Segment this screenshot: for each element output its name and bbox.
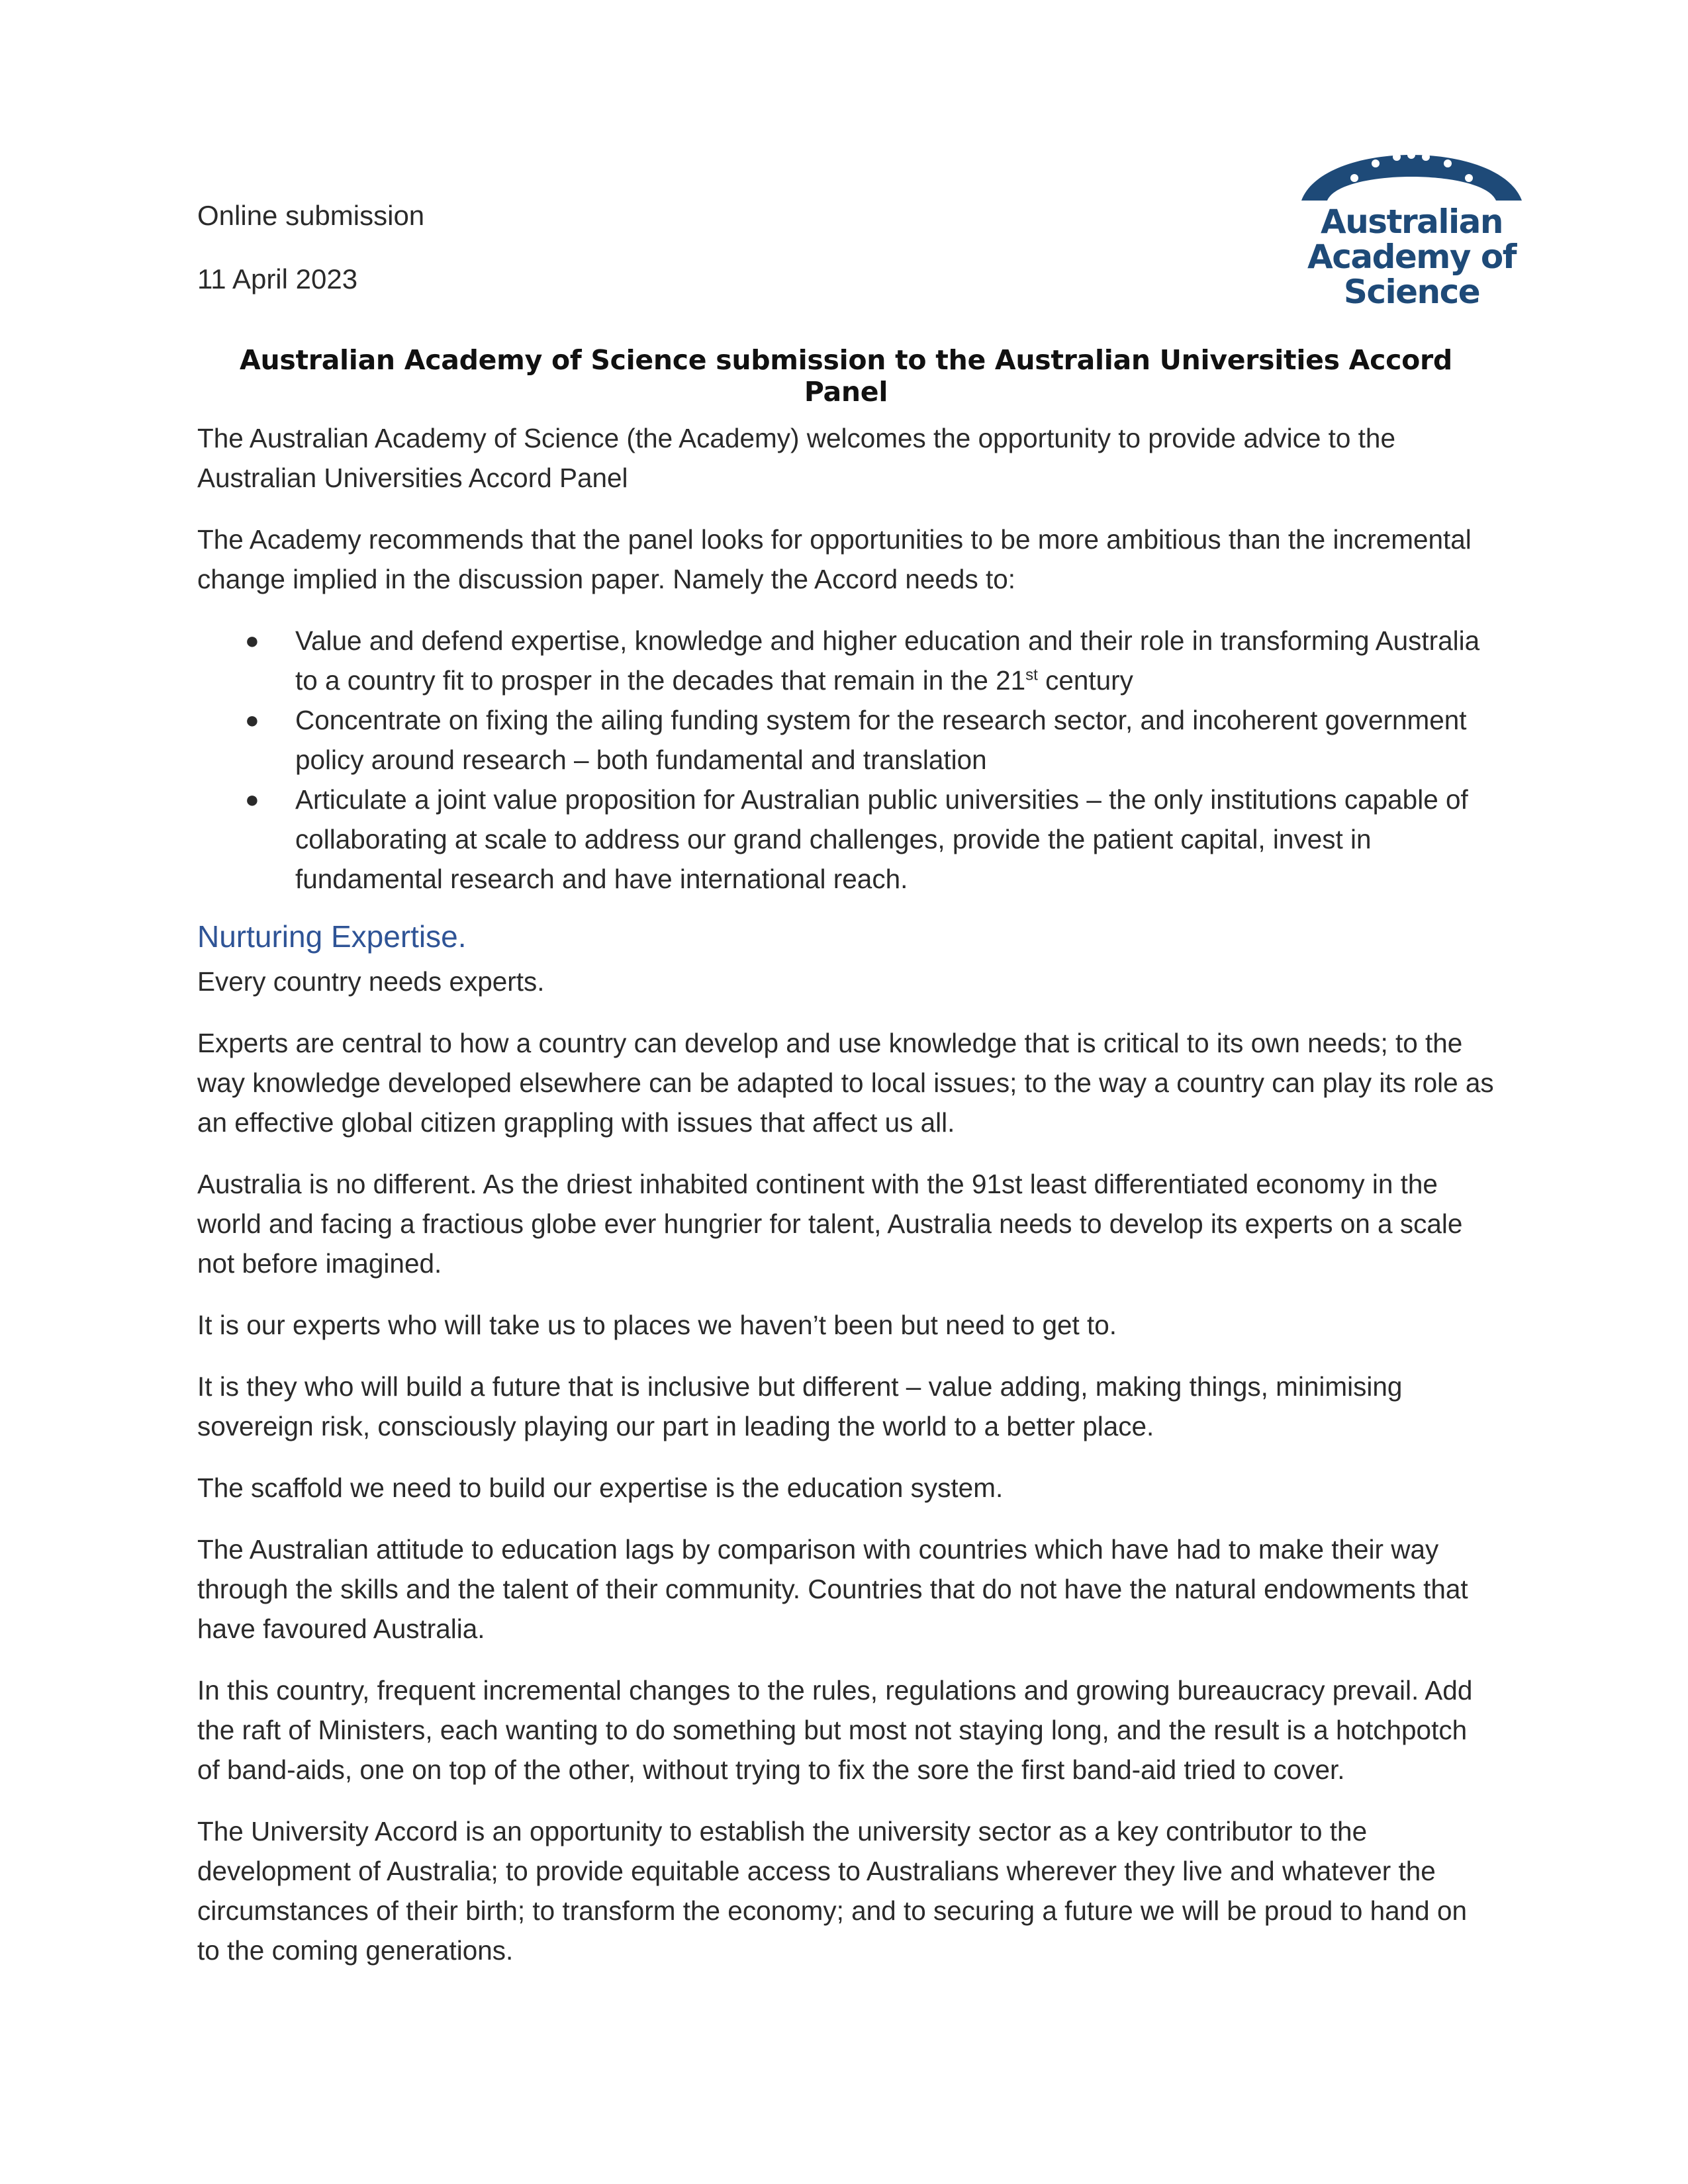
list-item — [197, 780, 1495, 899]
submission-type: Online submission — [197, 200, 425, 231]
logo-line-1: Australian — [1321, 203, 1503, 241]
logo-wordmark — [1297, 205, 1526, 310]
section-paragraph: Every country needs experts. — [197, 966, 545, 997]
list-item — [197, 700, 1495, 780]
section-paragraph: The Australian attitude to education lags by comparison with countries which have had to make their way through the skills and the talent of their community. Countries that do not have the natural endowments that have favoured Australia. — [197, 1534, 1468, 1644]
section-paragraph: It is our experts who will take us to places we haven’t been but need to get to. — [197, 1310, 1117, 1340]
document-title: Australian Academy of Science submission to the Australian Universities Accord Panel — [240, 344, 1452, 408]
section-paragraph: The scaffold we need to build our expertise is the education system. — [197, 1473, 1004, 1503]
bullet-1-text: Value and defend expertise, knowledge and higher education and their role in transforming Australia to a country fit to prosper in the decades that remain in the 21 — [295, 625, 1480, 696]
bullet-1-superscript: st — [1025, 666, 1038, 684]
section-heading: Nurturing Expertise. — [197, 919, 467, 954]
intro-paragraph-1: The Australian Academy of Science (the Academy) welcomes the opportunity to provide advice to the Australian Universities Accord Panel — [197, 423, 1395, 493]
section-paragraph: It is they who will build a future that is inclusive but different – value adding, making things, minimising sovereign risk, consciously playing our part in leading the world to a better place. — [197, 1371, 1403, 1441]
bullet-1-text-end: century — [1037, 665, 1133, 696]
bullet-icon: ● — [245, 627, 259, 654]
submission-date: 11 April 2023 — [197, 263, 358, 295]
bullet-3-text: Articulate a joint value proposition for Australian public universities – the only institutions capable of collaborating at scale to address our grand challenges, provide the patient capital, invest in fundamental research and have international reach. — [295, 784, 1468, 894]
arch-icon — [1297, 136, 1526, 202]
section-paragraph: In this country, frequent incremental changes to the rules, regulations and growing bureaucracy prevail. Add the raft of Ministers, each wanting to do something but most not staying long, and the result is a hotchpotch of band-aids, one on top of the other, without trying to fix the sore the first band-aid tried to cover. — [197, 1675, 1473, 1785]
recommendations-list — [197, 621, 1495, 899]
logo-line-2: Academy of — [1307, 238, 1516, 276]
logo-line-3: Science — [1343, 273, 1480, 311]
section-paragraph: Experts are central to how a country can develop and use knowledge that is critical to its own needs; to the way knowledge developed elsewhere can be adapted to local issues; to the way a country can play its role as an effective global citizen grappling with issues that affect us all. — [197, 1028, 1494, 1138]
bullet-2-text: Concentrate on fixing the ailing funding system for the research sector, and incoherent government policy around research – both fundamental and translation — [295, 705, 1467, 775]
bullet-icon: ● — [245, 706, 259, 733]
section-paragraph: The University Accord is an opportunity to establish the university sector as a key contributor to the development of Australia; to provide equitable access to Australians wherever they live and whatever the circumstances of their birth; to transform the economy; and to securing a future we will be proud to hand on to the coming generations. — [197, 1816, 1467, 1966]
document-body — [197, 418, 1495, 1992]
intro-paragraph-2: The Academy recommends that the panel looks for opportunities to be more ambitious than the incremental change implied in the discussion paper. Namely the Accord needs to: — [197, 524, 1472, 594]
bullet-icon: ● — [245, 786, 259, 813]
academy-logo — [1297, 136, 1526, 318]
section-paragraph: Australia is no different. As the driest inhabited continent with the 91st least differentiated economy in the world and facing a fractious globe ever hungrier for talent, Australia needs to develop its experts on a scale not before imagined. — [197, 1169, 1463, 1279]
list-item — [197, 621, 1495, 700]
